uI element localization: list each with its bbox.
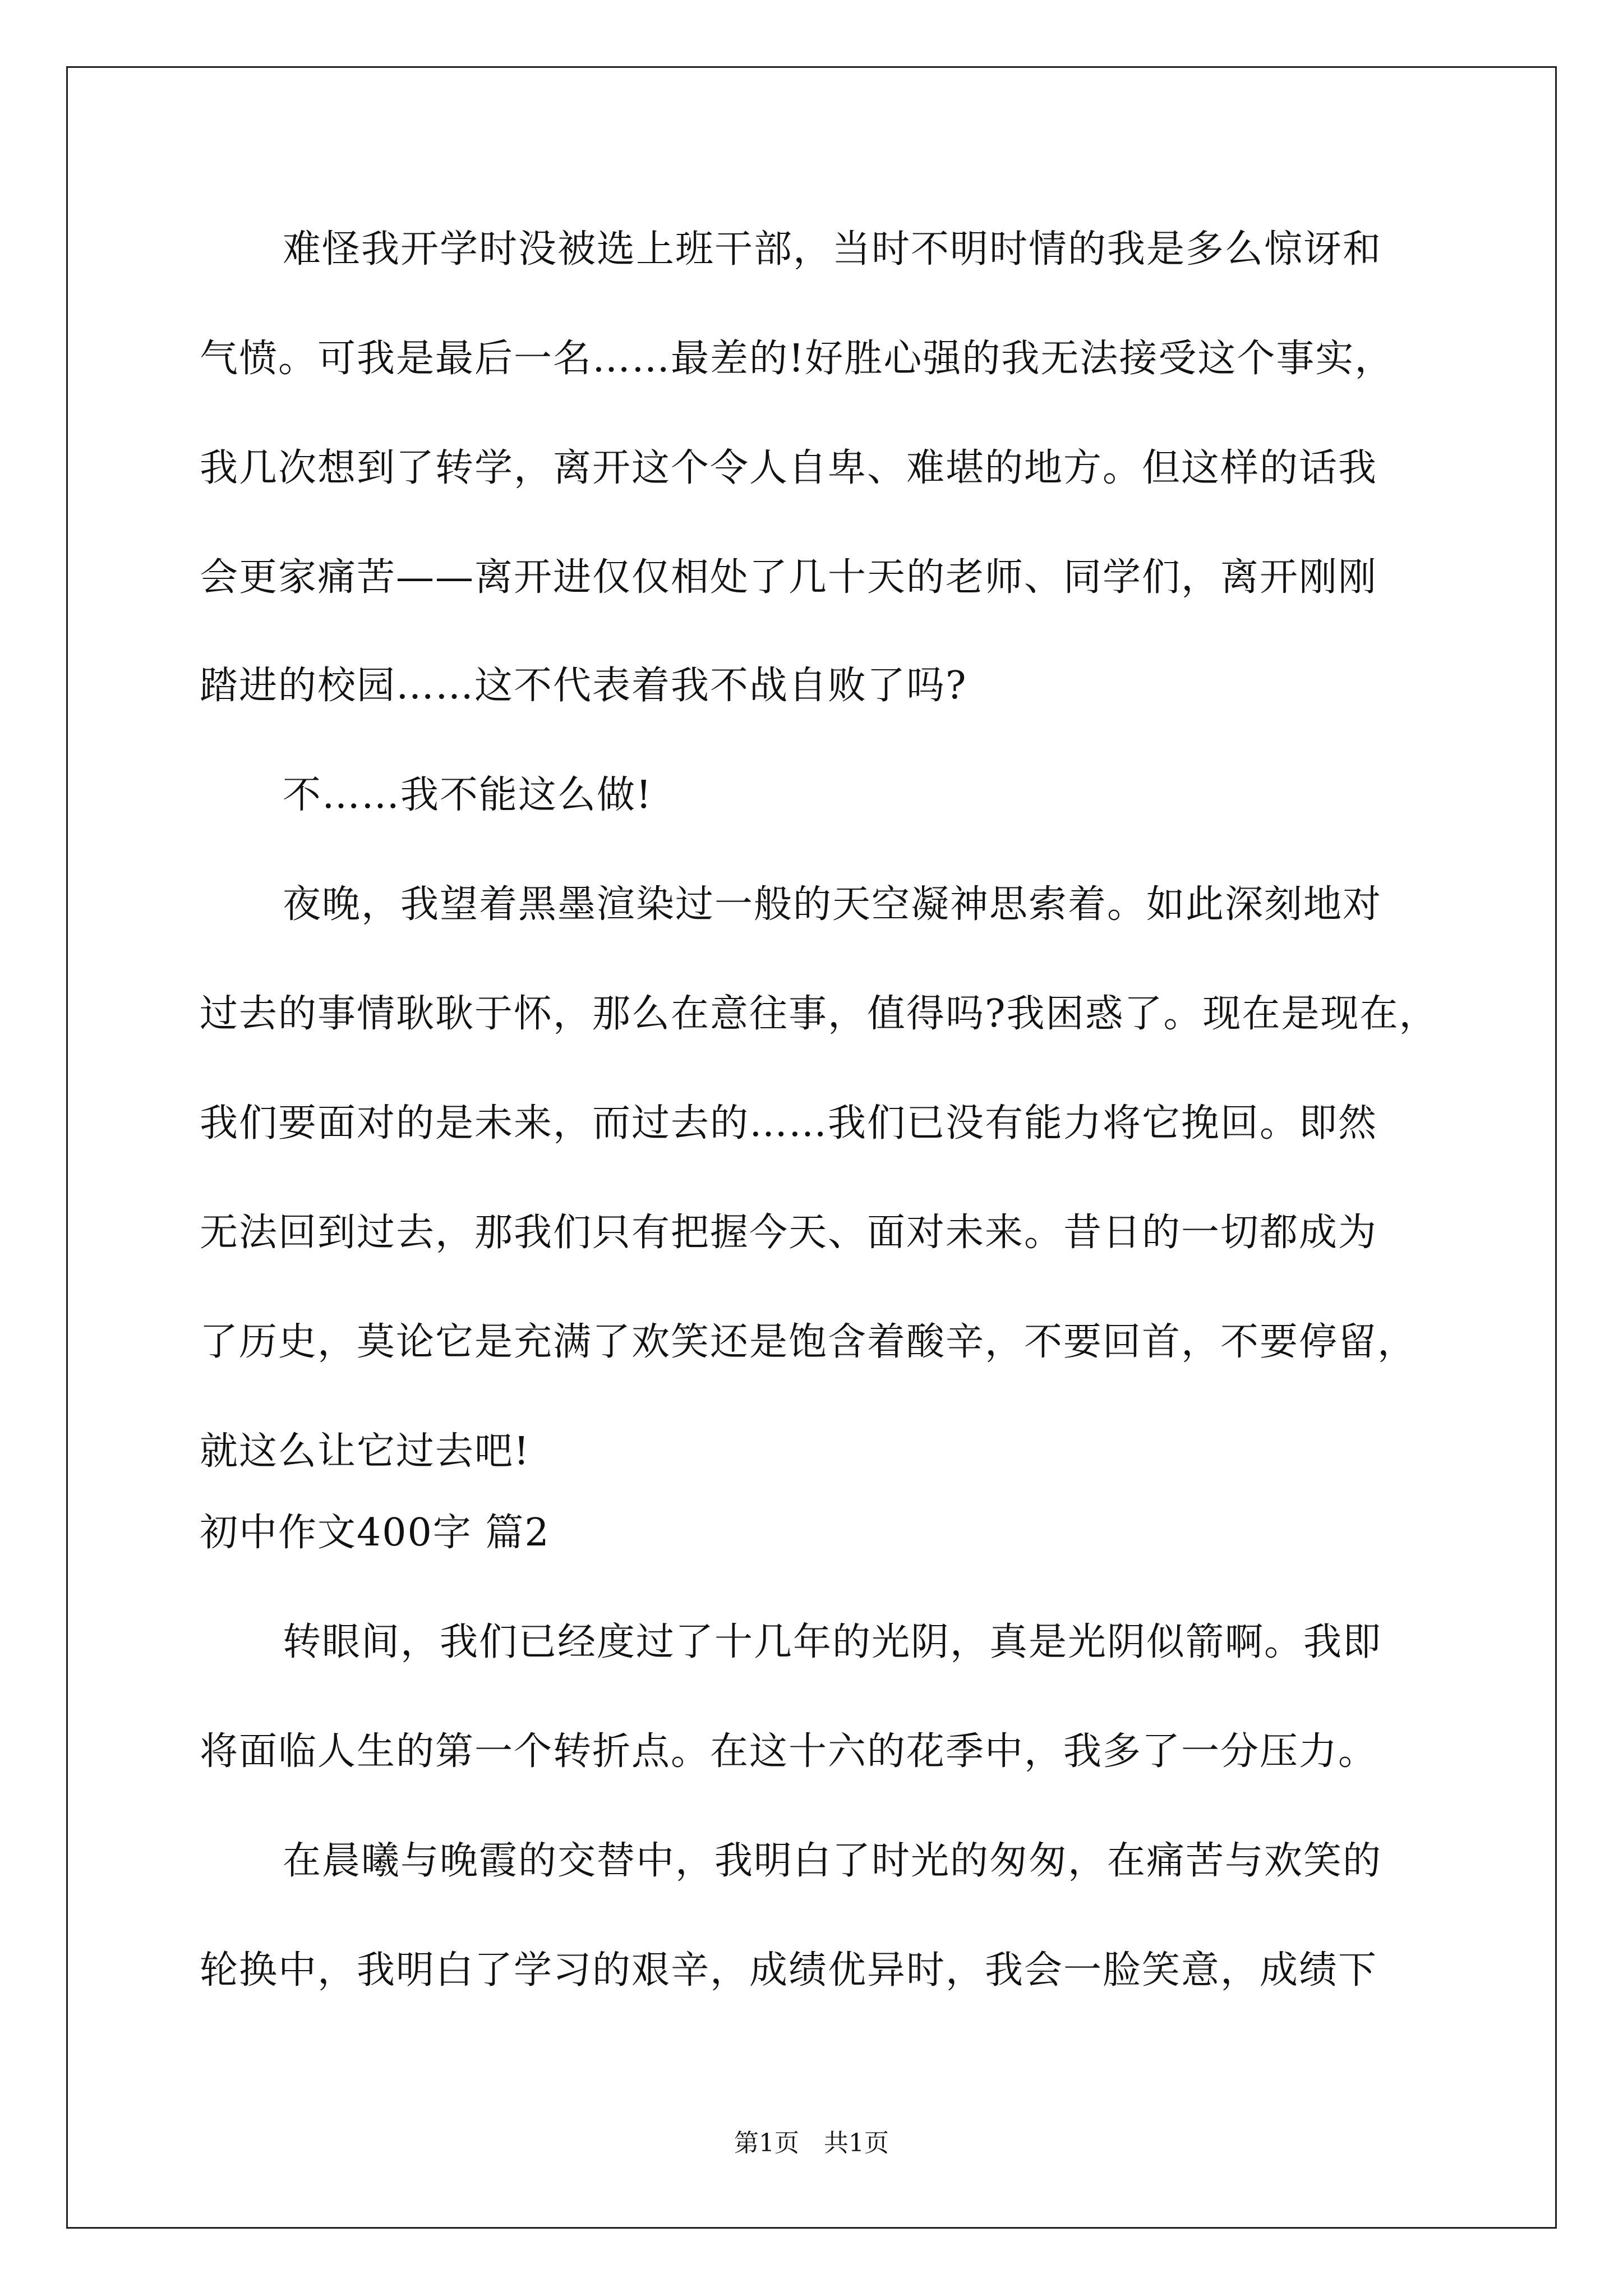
text-line: 就这么让它过去吧! xyxy=(200,1429,531,1474)
text-line: 我几次想到了转学，离开这个令人自卑、难堪的地方。但这样的话我 xyxy=(200,446,1378,490)
section-heading: 初中作文400字 篇2 xyxy=(200,1511,550,1555)
text-line: 了历史，莫论它是充满了欢笑还是饱含着酸辛，不要回首，不要停留， xyxy=(200,1320,1417,1364)
text-line: 转眼间，我们已经度过了十几年的光阴，真是光阴似箭啊。我即 xyxy=(283,1620,1382,1664)
text-line: 踏进的校园……这不代表着我不战自败了吗? xyxy=(200,664,967,708)
text-line: 过去的事情耿耿于怀，那么在意往事，值得吗?我困惑了。现在是现在， xyxy=(200,992,1438,1036)
page-footer: 第1页 共1页 xyxy=(734,2129,889,2157)
text-line: 会更家痛苦——离开进仅仅相处了几十天的老师、同学们，离开刚刚 xyxy=(200,555,1378,600)
text-line: 难怪我开学时没被选上班干部，当时不明时情的我是多么惊讶和 xyxy=(283,227,1382,272)
text-line: 在晨曦与晚霞的交替中，我明白了时光的匆匆，在痛苦与欢笑的 xyxy=(283,1839,1382,1883)
text-line: 将面临人生的第一个转折点。在这十六的花季中，我多了一分压力。 xyxy=(200,1729,1378,1774)
text-line: 气愤。可我是最后一名……最差的!好胜心强的我无法接受这个事实， xyxy=(200,337,1394,381)
text-line: 我们要面对的是未来，而过去的……我们已没有能力将它挽回。即然 xyxy=(200,1101,1378,1145)
text-line: 夜晚，我望着黑墨渲染过一般的天空凝神思索着。如此深刻地对 xyxy=(283,882,1382,927)
text-line: 不……我不能这么做! xyxy=(283,773,653,817)
text-line: 无法回到过去，那我们只有把握今天、面对未来。昔日的一切都成为 xyxy=(200,1211,1378,1255)
text-line: 轮换中，我明白了学习的艰辛，成绩优异时，我会一脸笑意，成绩下 xyxy=(200,1948,1378,1993)
page-border xyxy=(66,66,1557,2229)
